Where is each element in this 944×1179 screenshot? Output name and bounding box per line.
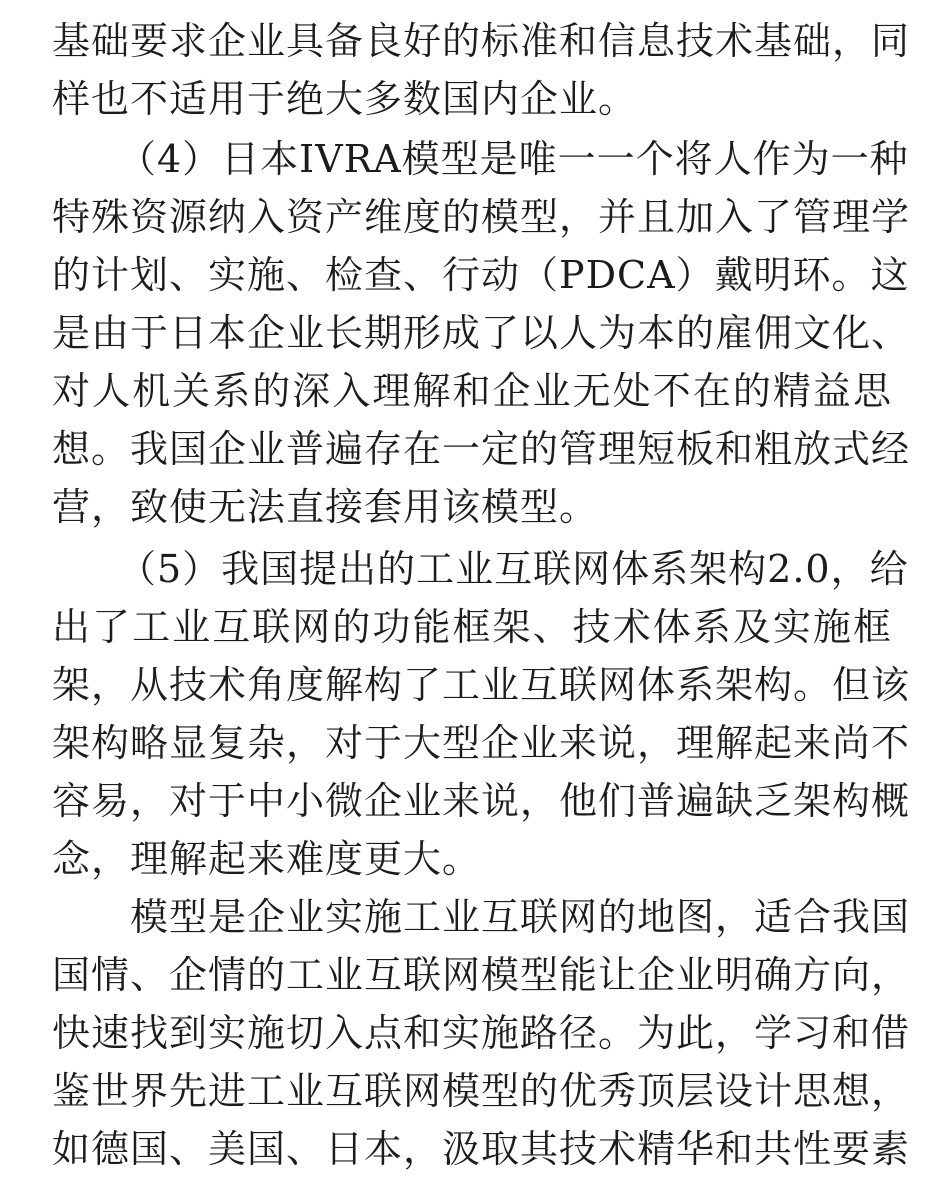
- text-line-15: 念，理解起来难度更大。: [52, 837, 482, 881]
- text-line-20: 如德国、美国、日本，汲取其技术精华和共性要素: [52, 1127, 911, 1171]
- text-line-16: 模型是企业实施工业互联网的地图，适合我国: [130, 895, 911, 939]
- text-line-4: 特殊资源纳入资产维度的模型，并且加入了管理学: [52, 195, 911, 239]
- text-line-10: （5）我国提出的工业互联网体系架构2.0，给: [118, 547, 909, 591]
- text-line-2: 样也不适用于绝大多数国内企业。: [52, 77, 638, 121]
- text-line-19: 鉴世界先进工业互联网模型的优秀顶层设计思想，: [52, 1069, 911, 1113]
- text-line-6: 是由于日本企业长期形成了以人为本的雇佣文化、: [52, 311, 911, 355]
- text-line-18: 快速找到实施切入点和实施路径。为此，学习和借: [52, 1011, 911, 1055]
- text-line-12: 架，从技术角度解构了工业互联网体系架构。但该: [52, 663, 911, 707]
- text-line-1: 基础要求企业具备良好的标准和信息技术基础，同: [52, 19, 911, 63]
- text-line-17: 国情、企情的工业互联网模型能让企业明确方向，: [52, 953, 911, 997]
- text-line-7: 对人机关系的深入理解和企业无处不在的精益思: [52, 369, 892, 413]
- text-line-5: 的计划、实施、检查、行动（PDCA）戴明环。这: [52, 253, 910, 297]
- text-line-3: （4）日本IVRA模型是唯一一个将人作为一种: [118, 137, 909, 181]
- text-line-13: 架构略显复杂，对于大型企业来说，理解起来尚不: [52, 721, 911, 765]
- text-line-14: 容易，对于中小微企业来说，他们普遍缺乏架构概: [52, 779, 911, 823]
- text-line-11: 出了工业互联网的功能框架、技术体系及实施框: [52, 605, 892, 649]
- text-line-9: 营，致使无法直接套用该模型。: [52, 485, 599, 529]
- text-line-8: 想。我国企业普遍存在一定的管理短板和粗放式经: [52, 427, 911, 471]
